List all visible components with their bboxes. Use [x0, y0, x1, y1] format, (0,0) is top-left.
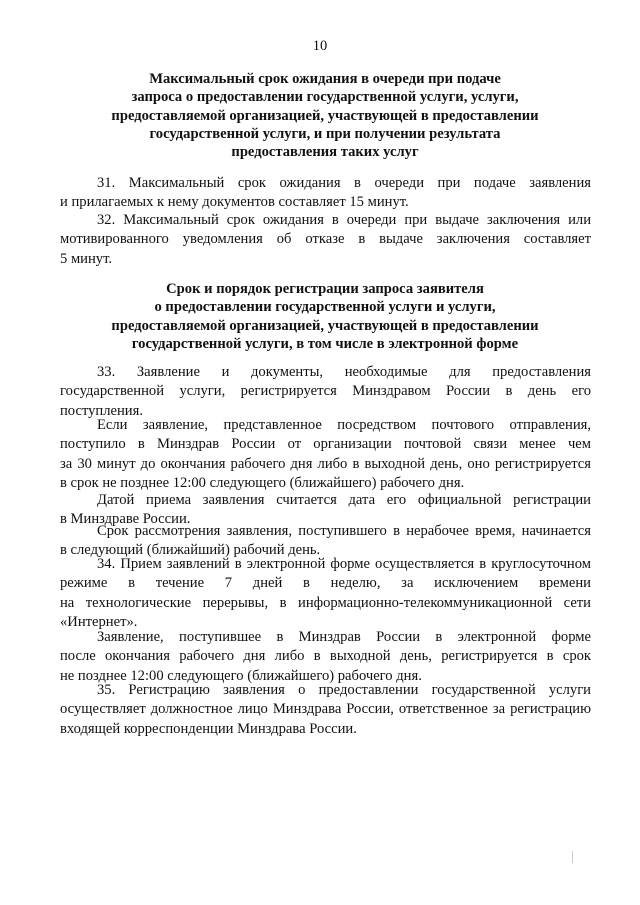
paragraph-line: на технологические перерывы, в информационно-телекоммуникационной сети [60, 594, 591, 611]
paragraph-line: осуществляет должностное лицо Минздрава России, ответственное за регистрацию [60, 701, 591, 718]
paragraph-postal-submission [60, 416, 591, 494]
paragraph-line: и прилагаемых к нему документов составляет 15 минут. [60, 194, 409, 211]
paragraph-line: 33. Заявление и документы, необходимые для предоставления [97, 364, 591, 380]
paragraph-line: поступления. [60, 402, 143, 419]
heading-line: Максимальный срок ожидания в очереди при подаче [149, 71, 501, 87]
paragraph-line: поступило в Минздрав России от организации почтовой связи менее чем [60, 436, 591, 453]
section-heading-queue-time [60, 70, 590, 161]
paragraph-line: Если заявление, представленное посредством почтового отправления, [97, 417, 591, 433]
scan-mark [572, 851, 573, 863]
paragraph-line: мотивированного уведомления об отказе в выдаче заключения составляет [60, 231, 591, 248]
paragraph-electronic-after-hours [60, 628, 591, 686]
paragraph-line: не позднее 12:00 следующего (ближайшего) рабочего дня. [60, 667, 422, 684]
section-heading-registration [60, 280, 590, 353]
paragraph-line: режиме в течение 7 дней в неделю, за исключением времени [60, 575, 591, 592]
paragraph-line: входящей корреспонденции Минздрава России. [60, 720, 357, 737]
paragraph-31 [60, 174, 591, 213]
paragraph-line: государственной услуги, регистрируется Минздравом России в день его [60, 383, 591, 400]
page-number: 10 [312, 38, 328, 54]
paragraph-line: 32. Максимальный срок ожидания в очереди при выдаче заключения или [97, 212, 591, 228]
heading-line: государственной услуги, в том числе в электронной форме [131, 335, 519, 352]
heading-line: предоставления таких услуг [231, 144, 419, 161]
heading-line: запроса о предоставлении государственной услуги, услуги, [131, 89, 519, 106]
paragraph-line: Датой приема заявления считается дата его официальной регистрации [97, 492, 591, 508]
heading-line: о предоставлении государственной услуги и услуги, [154, 299, 496, 316]
paragraph-line: 31. Максимальный срок ожидания в очереди при подаче заявления [97, 175, 591, 191]
paragraph-line: Срок рассмотрения заявления, поступившего в нерабочее время, начинается [97, 523, 591, 539]
paragraph-33 [60, 363, 591, 421]
heading-line: государственной услуги, и при получении результата [149, 125, 501, 142]
paragraph-35 [60, 681, 591, 739]
paragraph-line: после окончания рабочего дня либо в выходной день, регистрируется в срок [60, 648, 591, 665]
heading-line: предоставляемой организацией, участвующей в предоставлении [111, 107, 539, 124]
paragraph-34 [60, 555, 591, 633]
paragraph-line: Заявление, поступившее в Минздрав России в электронной форме [97, 629, 591, 645]
paragraph-line: 35. Регистрацию заявления о предоставлении государственной услуги [97, 682, 591, 698]
paragraph-line: 34. Прием заявлений в электронной форме осуществляется в круглосуточном [97, 556, 591, 572]
paragraph-32 [60, 211, 591, 269]
paragraph-line: в срок не позднее 12:00 следующего (ближайшего) рабочего дня. [60, 475, 465, 492]
paragraph-line: «Интернет». [60, 614, 138, 631]
paragraph-line: в Минздраве России. [60, 511, 191, 528]
paragraph-line: 5 минут. [60, 250, 113, 267]
heading-line: предоставляемой организацией, участвующей в предоставлении [111, 317, 539, 334]
paragraph-line: за 30 минут до окончания рабочего дня либо в выходной день, оно регистрируется [60, 455, 591, 472]
heading-line: Срок и порядок регистрации запроса заявителя [166, 281, 484, 297]
paragraph-line: в следующий (ближайший) рабочий день. [60, 542, 321, 559]
